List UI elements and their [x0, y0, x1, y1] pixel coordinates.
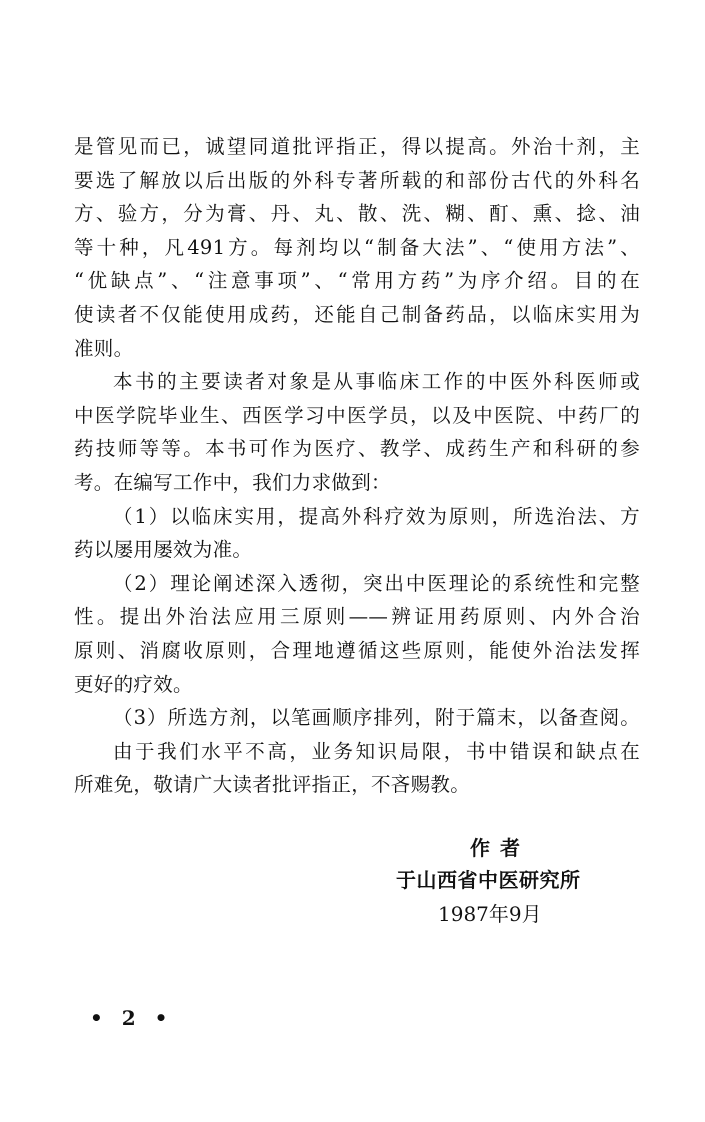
text-line: 考。在编写工作中，我们力求做到：	[74, 470, 391, 494]
text-line: 本书的主要读者对象是从事临床工作的中医外科医师或	[113, 370, 640, 394]
text-line: 中医学院毕业生、西医学习中医学员，以及中医院、中药厂的	[74, 403, 640, 427]
text-line: 要选了解放以后出版的外科专著所载的和部份古代的外科名	[74, 168, 640, 192]
text-line: 使读者不仅能使用成药，还能自己制备药品，以临床实用为	[74, 302, 640, 326]
text-line: （2）理论阐述深入透彻，突出中医理论的系统性和完整	[113, 571, 640, 595]
text-line: 准则。	[74, 336, 134, 360]
text-line: 方、验方，分为膏、丹、丸、散、洗、糊、酊、熏、捻、油	[74, 202, 640, 226]
preface-body	[74, 130, 640, 802]
text-line: 药技师等等。本书可作为医疗、教学、成药生产和科研的参	[74, 437, 640, 461]
page-number: • 2 •	[90, 1006, 174, 1030]
text-line: 药以屡用屡效为准。	[74, 538, 253, 562]
text-line: 原则、消腐收原则，合理地遵循这些原则，能使外治法发挥	[74, 638, 640, 662]
text-line: “优缺点”、“注意事项”、“常用方药”为序介绍。目的在	[74, 269, 640, 293]
text-line: 所难免，敬请广大读者批评指正，不吝赐教。	[74, 773, 471, 797]
text-line: 性。提出外治法应用三原则——辨证用药原则、内外合治	[74, 605, 640, 629]
signature-organization: 于山西省中医研究所	[396, 868, 581, 892]
text-line: 更好的疗效。	[74, 672, 193, 696]
text-line: 由于我们水平不高，业务知识局限，书中错误和缺点在	[113, 739, 640, 763]
signature-date: 1987年9月	[438, 902, 542, 926]
text-line: 是管见而已，诚望同道批评指正，得以提高。外治十剂，主	[74, 135, 640, 158]
text-line: （1）以临床实用，提高外科疗效为原则，所选治法、方	[113, 504, 640, 528]
text-line: （3）所选方剂，以笔画顺序排列，附于篇末，以备查阅。	[113, 706, 640, 730]
text-line: 等十种，凡491方。每剂均以“制备大法”、“使用方法”、	[74, 235, 640, 259]
signature-author: 作者	[470, 836, 530, 860]
